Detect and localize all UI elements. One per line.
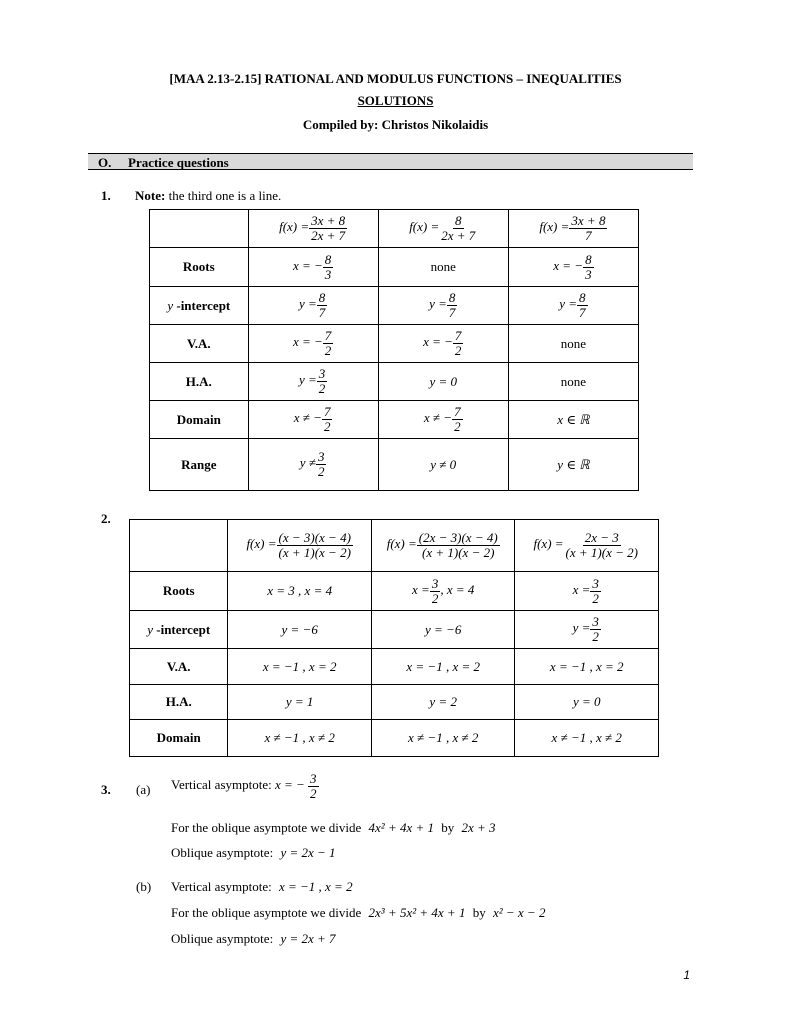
value-cell: y = 1	[228, 685, 372, 720]
table-row	[150, 439, 639, 491]
function-header-cell	[515, 520, 659, 572]
fraction: $\frac{(2x - 3)(x - 4)}{(x + 1)(x - 2)}$	[418, 530, 498, 560]
value-cell: x ≠ − $\frac{7}{2}$	[248, 401, 378, 439]
divide-text: For the oblique asymptote we divide	[171, 905, 362, 920]
section-label: Practice questions	[128, 155, 229, 170]
part-b-oblique-asymptote	[171, 931, 336, 947]
function-name: f(x) =	[539, 219, 570, 235]
corner-cell	[130, 520, 228, 572]
value-cell: y = 2	[371, 685, 515, 720]
fraction: $\frac{8}{7}$	[448, 290, 456, 320]
value-cell: none	[508, 325, 638, 363]
value-cell: y ∈ ℝ	[508, 439, 638, 491]
function-name: f(x) =	[279, 219, 310, 235]
value-cell: x = −1 , x = 2	[371, 649, 515, 685]
document-subtitle: SOLUTIONS	[357, 93, 434, 108]
part-a-vertical-asymptote	[171, 772, 319, 800]
function-name: f(x) =	[246, 536, 277, 552]
fraction: $\frac{8}{7}$	[318, 290, 326, 320]
value-cell: x = −1 , x = 2	[515, 649, 659, 685]
row-label: Range	[150, 439, 249, 491]
row-label: y -intercept	[150, 287, 249, 325]
fraction: $\frac{7}{2}$	[323, 404, 331, 434]
by-word: by	[472, 905, 486, 920]
value-cell: x ≠ −1 , x ≠ 2	[515, 720, 659, 757]
section-header-bar	[88, 153, 693, 170]
header-row	[150, 210, 639, 248]
va-expression: x = −	[274, 777, 305, 793]
function-header-cell	[378, 210, 508, 248]
value-cell: y ≠ 0	[378, 439, 508, 491]
value-cell: x = − $\frac{7}{2}$	[378, 325, 508, 363]
value-cell: y ≠ $\frac{3}{2}$	[248, 439, 378, 491]
fraction: $\frac{7}{2}$	[324, 328, 332, 358]
table-row	[130, 611, 659, 649]
value-cell: x ≠ −1 , x ≠ 2	[371, 720, 515, 757]
dividend: 2x³ + 5x² + 4x + 1	[368, 905, 466, 920]
function-header-cell	[508, 210, 638, 248]
part-b-vertical-asymptote	[171, 879, 353, 895]
table-row	[130, 649, 659, 685]
row-label: Domain	[150, 401, 249, 439]
row-label: V.A.	[150, 325, 249, 363]
table-row	[150, 248, 639, 287]
function-name: f(x) =	[533, 536, 564, 552]
row-label: Roots	[150, 248, 249, 287]
value-cell: y = −6	[371, 611, 515, 649]
va-fraction: $\frac{3}{2}$	[310, 771, 317, 801]
question-1-table	[149, 209, 639, 491]
function-header-cell	[228, 520, 372, 572]
function-name: f(x) =	[409, 219, 440, 235]
question-2-number: 2.	[101, 511, 111, 526]
section-number: O.	[98, 155, 112, 170]
by-word: by	[441, 820, 455, 835]
page-number: 1	[683, 968, 690, 982]
part-a-divide-line	[171, 820, 496, 836]
part-a-label: (a)	[136, 782, 151, 797]
oa-expression: y = 2x + 7	[280, 931, 336, 946]
value-cell: y = 0	[515, 685, 659, 720]
value-cell: x ≠ − $\frac{7}{2}$	[378, 401, 508, 439]
question-2-table	[129, 519, 659, 757]
part-b-divide-line	[171, 905, 545, 921]
row-label: Domain	[130, 720, 228, 757]
part-a-oblique-asymptote	[171, 845, 336, 861]
fraction: $\frac{8}{7}$	[579, 290, 586, 320]
row-label: H.A.	[130, 685, 228, 720]
fraction: $\frac{8}{3}$	[324, 251, 332, 282]
row-label: V.A.	[130, 649, 228, 685]
corner-cell	[150, 210, 249, 248]
question-1-note	[135, 188, 281, 204]
fraction: $\frac{3}{2}$	[592, 614, 599, 644]
function-name: f(x) =	[386, 536, 417, 552]
row-label: y -intercept	[130, 611, 228, 649]
divisor: 2x + 3	[461, 820, 496, 835]
table-row	[150, 287, 639, 325]
oa-text: Oblique asymptote:	[171, 931, 274, 946]
note-label: Note:	[135, 188, 166, 203]
value-cell: x = − $\frac{8}{3}$	[248, 248, 378, 287]
question-3-number: 3.	[101, 782, 111, 797]
table-row	[130, 685, 659, 720]
table-row	[150, 363, 639, 401]
table-row	[150, 325, 639, 363]
note-text: the third one is a line.	[165, 188, 282, 203]
value-cell: y = $\frac{8}{7}$	[378, 287, 508, 325]
value-cell: y = $\frac{3}{2}$	[248, 363, 378, 401]
value-cell: x = 3 , x = 4	[228, 572, 372, 611]
fraction: $\frac{8}{3}$	[585, 251, 592, 282]
fraction: $\frac{3}{2}$	[592, 575, 599, 606]
value-cell: x = $\frac{3}{2}$	[515, 572, 659, 611]
value-cell: x ∈ ℝ	[508, 401, 638, 439]
fraction: $\frac{7}{2}$	[454, 404, 461, 434]
oa-expression: y = 2x − 1	[280, 845, 336, 860]
fraction: $\frac{2x - 3}{(x + 1)(x - 2)}$	[565, 530, 638, 560]
header-row	[130, 520, 659, 572]
fraction: $\frac{3}{2}$	[318, 366, 326, 396]
value-cell: x ≠ −1 , x ≠ 2	[228, 720, 372, 757]
table-row	[150, 401, 639, 439]
function-header-cell	[371, 520, 515, 572]
fraction: $\frac{3}{2}$	[431, 575, 439, 606]
value-cell: none	[378, 248, 508, 287]
value-cell: x = −1 , x = 2	[228, 649, 372, 685]
compiled-by: Compiled by: Christos Nikolaidis	[302, 117, 489, 132]
value-cell: x = − $\frac{8}{3}$	[508, 248, 638, 287]
value-cell: y = $\frac{3}{2}$	[515, 611, 659, 649]
fraction: $\frac{(x - 3)(x - 4)}{(x + 1)(x - 2)}$	[278, 530, 351, 560]
value-cell: y = $\frac{8}{7}$	[248, 287, 378, 325]
row-label: Roots	[130, 572, 228, 611]
table-row	[130, 572, 659, 611]
value-cell: x = $\frac{3}{2}$ , x = 4	[371, 572, 515, 611]
value-cell: x = − $\frac{7}{2}$	[248, 325, 378, 363]
fraction: $\frac{3x + 8}{2x + 7}$	[311, 213, 346, 243]
document-title: [MAA 2.13-2.15] RATIONAL AND MODULUS FUNCTIONS – INEQUALITIES	[169, 71, 622, 86]
dividend: 4x² + 4x + 1	[368, 820, 435, 835]
divide-text: For the oblique asymptote we divide	[171, 820, 362, 835]
va-text: Vertical asymptote:	[171, 777, 272, 793]
value-cell: y = $\frac{8}{7}$	[508, 287, 638, 325]
divisor: x² − x − 2	[492, 905, 546, 920]
question-1-number: 1.	[101, 188, 111, 203]
fraction: $\frac{8}{2x + 7}$	[441, 213, 476, 243]
va-expression: x = −1 , x = 2	[278, 879, 353, 894]
table-row	[130, 720, 659, 757]
row-label: H.A.	[150, 363, 249, 401]
part-b-label: (b)	[136, 879, 152, 894]
function-header-cell	[248, 210, 378, 248]
value-cell: y = 0	[378, 363, 508, 401]
value-cell: y = −6	[228, 611, 372, 649]
va-text: Vertical asymptote:	[171, 879, 272, 894]
value-cell: none	[508, 363, 638, 401]
oa-text: Oblique asymptote:	[171, 845, 274, 860]
fraction: $\frac{3x + 8}{7}$	[571, 213, 606, 243]
fraction: $\frac{3}{2}$	[317, 449, 325, 479]
fraction: $\frac{7}{2}$	[454, 328, 462, 358]
